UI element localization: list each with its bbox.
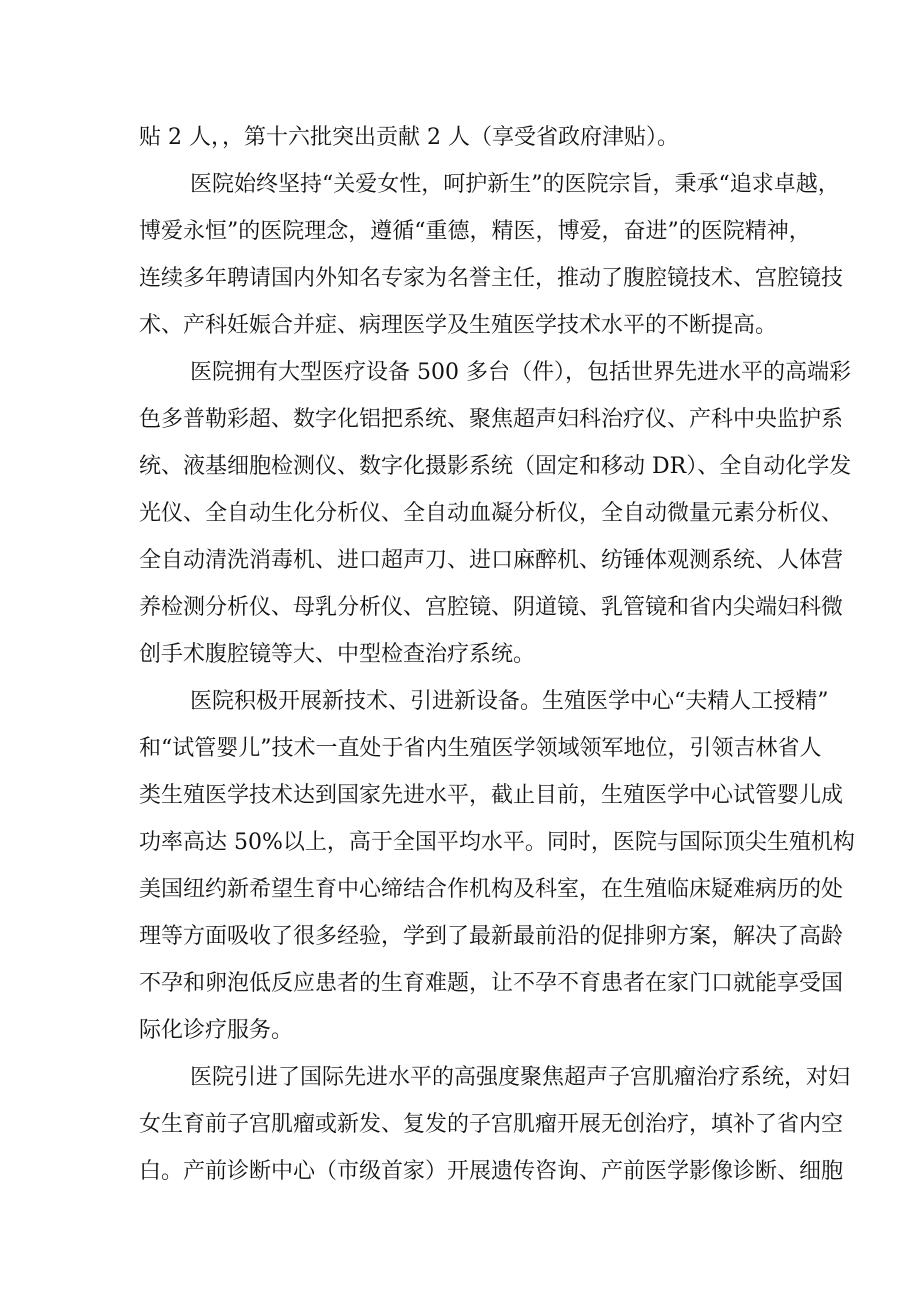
text-line: 术、产科妊娠合并症、病理医学及生殖医学技术水平的不断提高。 <box>139 313 778 338</box>
text-line: 美国纽约新希望生育中心缔结合作机构及科室，在生殖临床疑难病历的处 <box>139 877 844 902</box>
text-line: 博爱永恒”的医院理念，遵循“重德，精医，博爱，奋进”的医院精神， <box>139 219 811 244</box>
text-line: 女生育前子宫肌瘤或新发、复发的子宫肌瘤开展无创治疗，填补了省内空 <box>139 1112 844 1137</box>
text-line: 光仪、全自动生化分析仪、全自动血凝分析仪，全自动微量元素分析仪、 <box>139 501 844 526</box>
text-line: 和“试管婴儿”技术一直处于省内生殖医学领域领军地位，引领吉林省人 <box>139 736 822 761</box>
text-line: 色多普勒彩超、数字化铝把系统、聚焦超声妇科治疗仪、产科中央监护系 <box>139 407 844 432</box>
text-line: 理等方面吸收了很多经验，学到了最新最前沿的促排卵方案，解决了高龄 <box>139 924 844 949</box>
text-line: 统、液基细胞检测仪、数字化摄影系统（固定和移动 DR）、全自动化学发 <box>139 454 852 479</box>
text-line: 全自动清洗消毒机、进口超声刀、进口麻醉机、纺锤体观测系统、人体营 <box>139 548 844 573</box>
text-line: 白。产前诊断中心（市级首家）开展遗传咨询、产前医学影像诊断、细胞 <box>139 1159 844 1184</box>
text-line: 养检测分析仪、母乳分析仪、宫腔镜、阴道镜、乳管镜和省内尖端妇科微 <box>139 595 844 620</box>
text-line: 贴 2 人，，第十六批突出贡献 2 人（享受省政府津贴）。 <box>139 125 679 150</box>
text-line: 功率高达 50%以上，高于全国平均水平。同时，医院与国际顶尖生殖机构 <box>139 830 855 855</box>
text-line: 医院拥有大型医疗设备 500 多台（件），包括世界先进水平的高端彩 <box>190 360 851 385</box>
text-line: 不孕和卵泡低反应患者的生育难题，让不孕不育患者在家门口就能享受国 <box>139 971 844 996</box>
text-line: 医院引进了国际先进水平的高强度聚焦超声子宫肌瘤治疗系统，对妇 <box>190 1065 851 1090</box>
text-line: 际化诊疗服务。 <box>139 1018 294 1043</box>
text-line: 连续多年聘请国内外知名专家为名誉主任，推动了腹腔镜技术、宫腔镜技 <box>139 266 844 291</box>
text-line: 创手术腹腔镜等大、中型检查治疗系统。 <box>139 642 536 667</box>
text-line: 医院积极开展新技术、引进新设备。生殖医学中心“夫精人工授精” <box>190 689 829 714</box>
text-line: 医院始终坚持“关爱女性，呵护新生”的医院宗旨，秉承“追求卓越， <box>190 172 840 197</box>
text-line: 类生殖医学技术达到国家先进水平，截止目前，生殖医学中心试管婴儿成 <box>139 783 844 808</box>
